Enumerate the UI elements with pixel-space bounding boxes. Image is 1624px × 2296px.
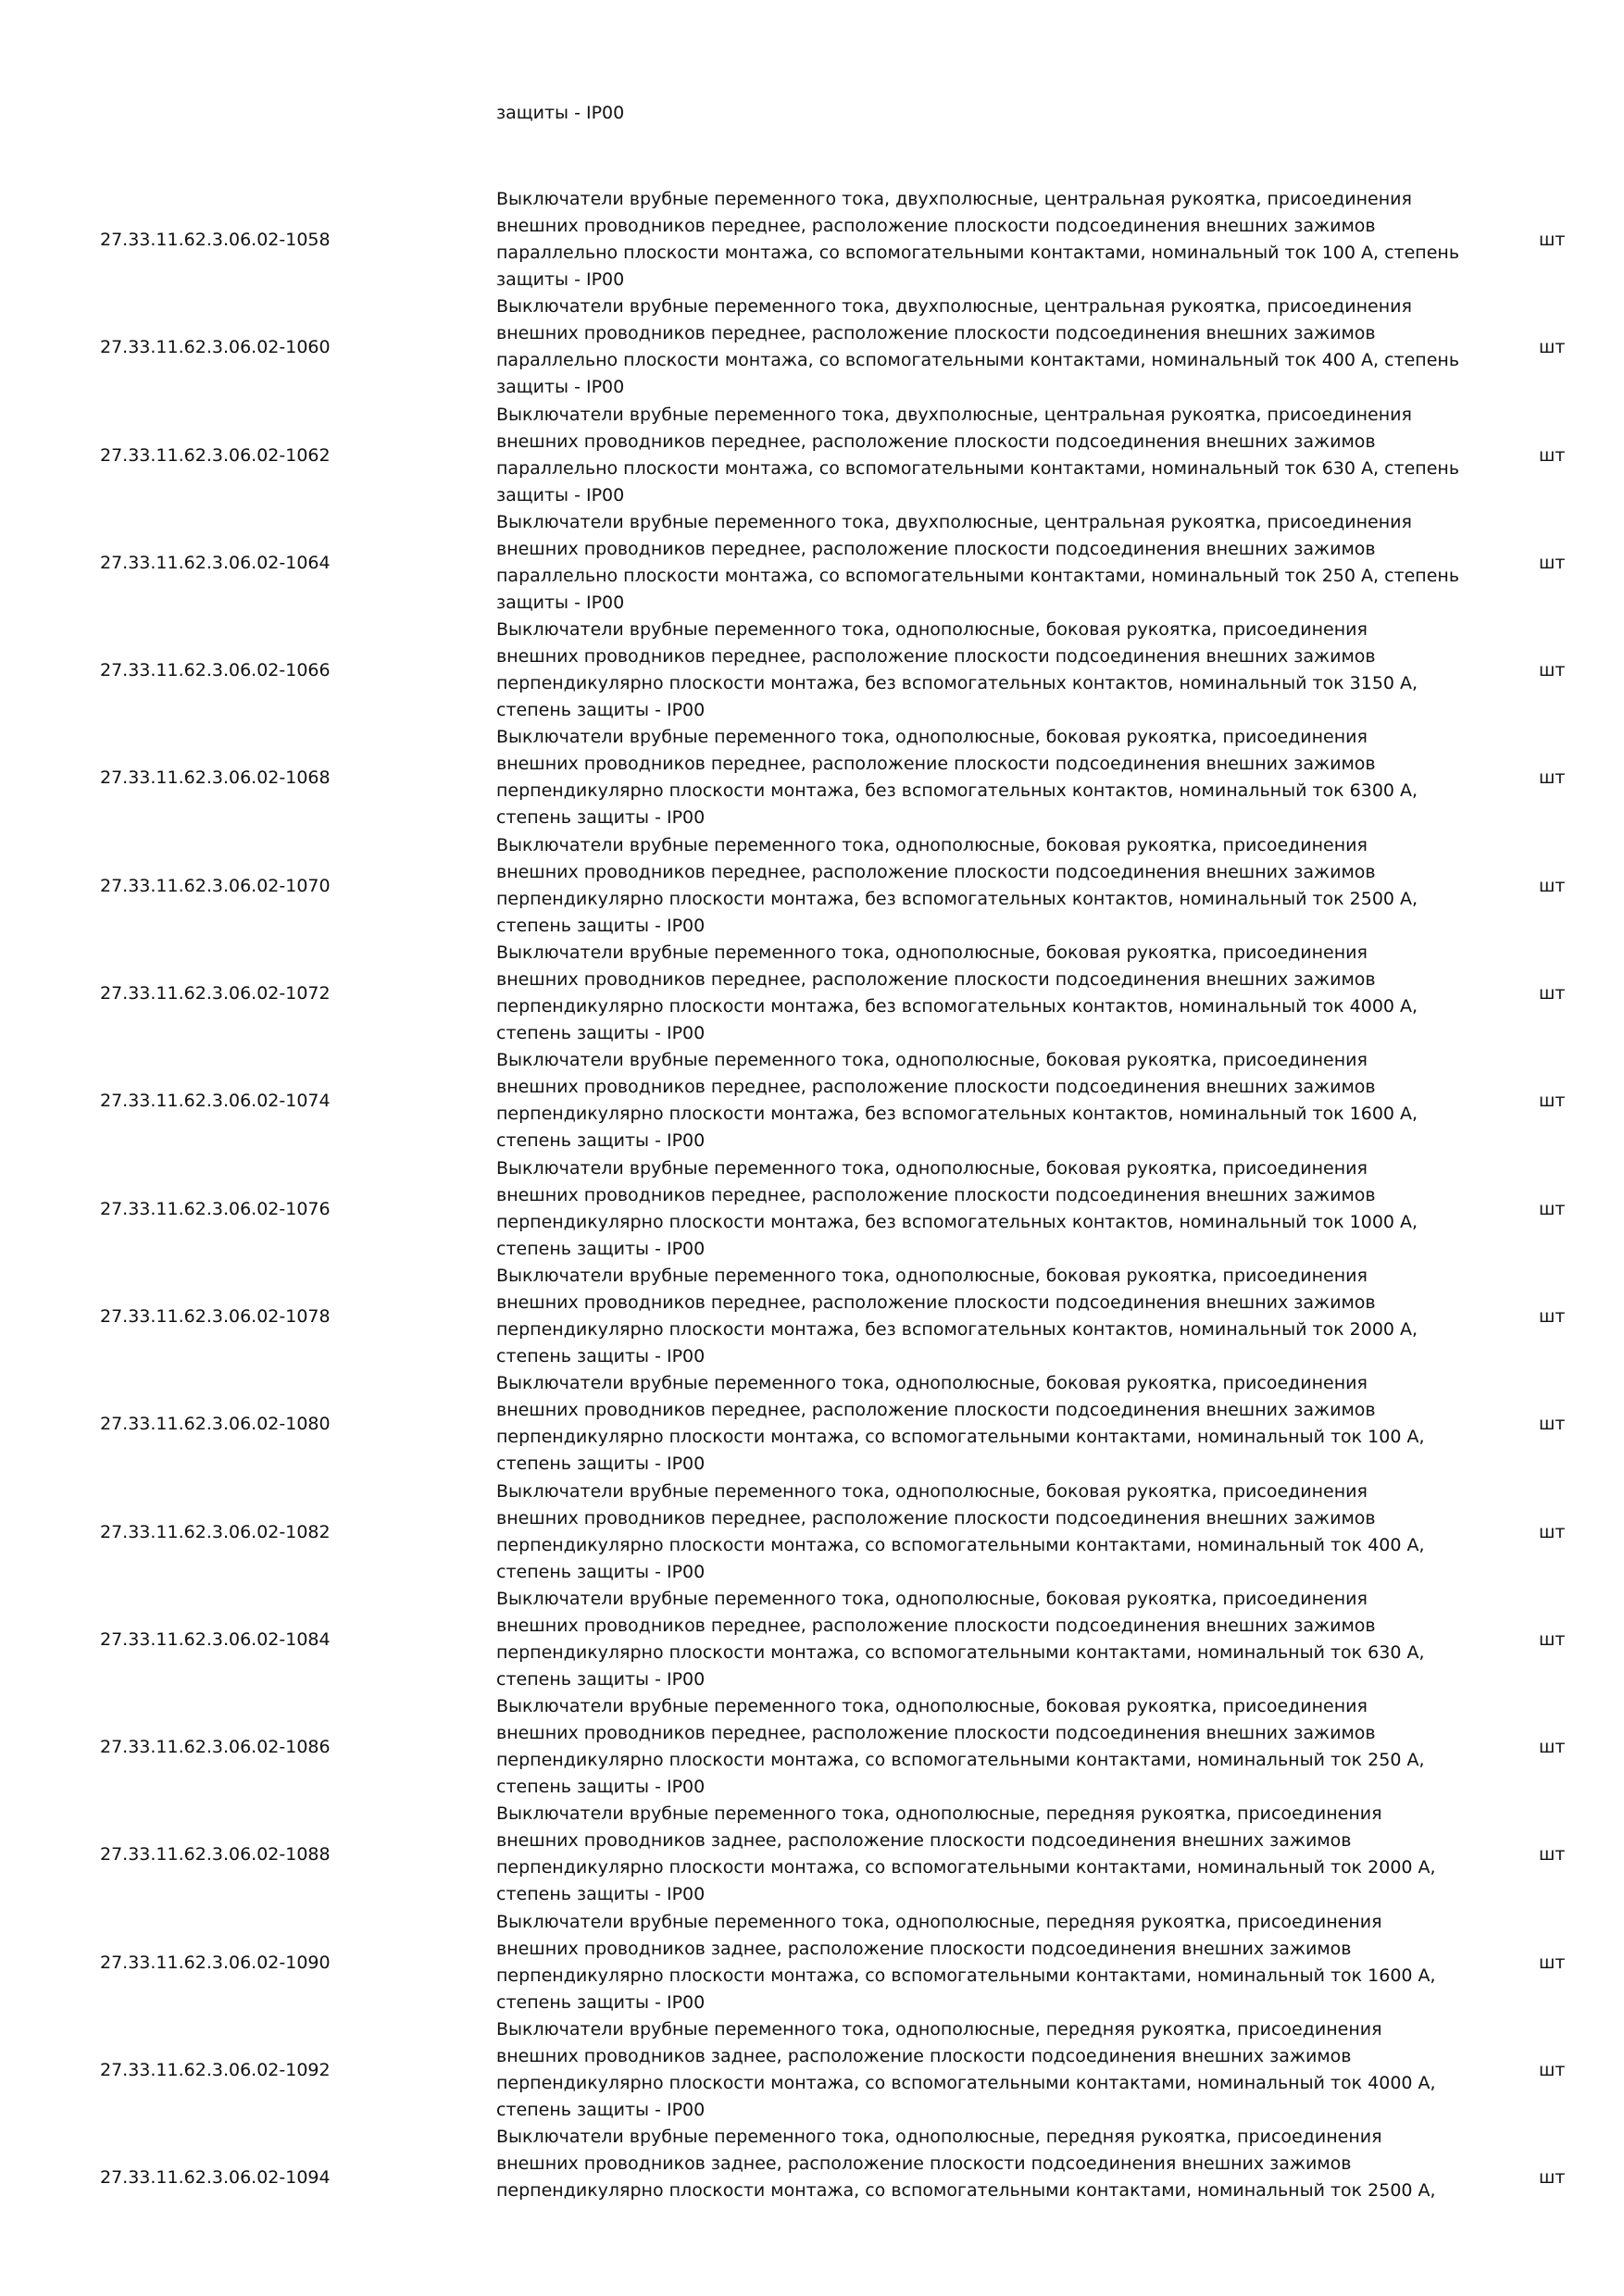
table-row [0, 1801, 1624, 1908]
item-unit: шт [1539, 1952, 1566, 1973]
item-unit: шт [1539, 230, 1566, 250]
item-code: 27.33.11.62.3.06.02-1068 [100, 767, 331, 789]
item-unit: шт [1539, 1737, 1566, 1758]
table-row [0, 2124, 1624, 2231]
item-code: 27.33.11.62.3.06.02-1060 [100, 337, 331, 358]
item-unit: шт [1539, 444, 1566, 466]
item-unit: шт [1539, 660, 1566, 681]
item-code: 27.33.11.62.3.06.02-1070 [100, 875, 331, 896]
item-unit: шт [1539, 767, 1566, 789]
item-code: 27.33.11.62.3.06.02-1072 [100, 983, 331, 1004]
catalog-table [0, 186, 1624, 2232]
item-description: Выключатели врубные переменного тока, однополюсные, боковая рукоятка, присоединения внешних проводников переднее, расположение плоскости подсоединения внешних зажимов перпендикулярно плоскости монтажа, со вспомогательными контактами, номинальный ток 100 А, степень защиты - IP00 [496, 1373, 1425, 1475]
item-unit: шт [1539, 337, 1566, 358]
item-code: 27.33.11.62.3.06.02-1088 [100, 1844, 331, 1866]
item-code: 27.33.11.62.3.06.02-1058 [100, 230, 331, 250]
table-row [0, 1155, 1624, 1263]
table-row [0, 724, 1624, 831]
item-code: 27.33.11.62.3.06.02-1090 [100, 1952, 331, 1973]
item-code: 27.33.11.62.3.06.02-1064 [100, 552, 331, 573]
item-unit: шт [1539, 1305, 1566, 1327]
table-row [0, 1047, 1624, 1154]
item-unit: шт [1539, 1091, 1566, 1112]
item-description: Выключатели врубные переменного тока, однополюсные, передняя рукоятка, присоединения внешних проводников заднее, расположение плоскости подсоединения внешних зажимов перпендикулярно плоскости монтажа, со вспомогательными контактами, номинальный ток 2500 А, [496, 2127, 1436, 2202]
table-row [0, 1263, 1624, 1370]
table-row [0, 832, 1624, 940]
continuation-text: защиты - IP00 [496, 103, 625, 123]
table-row [0, 617, 1624, 724]
item-unit: шт [1539, 1628, 1566, 1650]
item-description: Выключатели врубные переменного тока, однополюсные, боковая рукоятка, присоединения внешних проводников переднее, расположение плоскости подсоединения внешних зажимов перпендикулярно плоскости монтажа, без вспомогательных контактов, номинальный ток 2500 А, степень защиты - IP00 [496, 834, 1418, 936]
item-description: Выключатели врубные переменного тока, однополюсные, боковая рукоятка, присоединения внешних проводников переднее, расположение плоскости подсоединения внешних зажимов перпендикулярно плоскости монтажа, со вспомогательными контактами, номинальный ток 400 А, степень защиты - IP00 [496, 1480, 1425, 1582]
item-code: 27.33.11.62.3.06.02-1092 [100, 2060, 331, 2081]
item-description: Выключатели врубные переменного тока, однополюсные, передняя рукоятка, присоединения внешних проводников заднее, расположение плоскости подсоединения внешних зажимов перпендикулярно плоскости монтажа, со вспомогательными контактами, номинальный ток 1600 А, степень защиты - IP00 [496, 1911, 1436, 2013]
item-unit: шт [1539, 1414, 1566, 1435]
item-description: Выключатели врубные переменного тока, однополюсные, передняя рукоятка, присоединения внешних проводников заднее, расположение плоскости подсоединения внешних зажимов перпендикулярно плоскости монтажа, со вспомогательными контактами, номинальный ток 2000 А, степень защиты - IP00 [496, 1803, 1436, 1905]
item-unit: шт [1539, 1198, 1566, 1219]
item-unit: шт [1539, 983, 1566, 1004]
item-description: Выключатели врубные переменного тока, двухполюсные, центральная рукоятка, присоединения внешних проводников переднее, расположение плоскости подсоединения внешних зажимов параллельно плоскости монтажа, со вспомогательными контактами, номинальный ток 100 А, степень защиты - IP00 [496, 189, 1460, 290]
item-description: Выключатели врубные переменного тока, однополюсные, боковая рукоятка, присоединения внешних проводников переднее, расположение плоскости подсоединения внешних зажимов перпендикулярно плоскости монтажа, без вспомогательных контактов, номинальный ток 1000 А, степень защиты - IP00 [496, 1157, 1418, 1259]
table-row [0, 2016, 1624, 2124]
table-row [0, 1479, 1624, 1586]
item-code: 27.33.11.62.3.06.02-1078 [100, 1305, 331, 1327]
item-code: 27.33.11.62.3.06.02-1076 [100, 1198, 331, 1219]
table-row [0, 1586, 1624, 1693]
item-description: Выключатели врубные переменного тока, однополюсные, боковая рукоятка, присоединения внешних проводников переднее, расположение плоскости подсоединения внешних зажимов перпендикулярно плоскости монтажа, без вспомогательных контактов, номинальный ток 3150 А, степень защиты - IP00 [496, 619, 1418, 721]
item-description: Выключатели врубные переменного тока, однополюсные, боковая рукоятка, присоединения внешних проводников переднее, расположение плоскости подсоединения внешних зажимов перпендикулярно плоскости монтажа, без вспомогательных контактов, номинальный ток 2000 А, степень защиты - IP00 [496, 1265, 1418, 1366]
item-code: 27.33.11.62.3.06.02-1074 [100, 1091, 331, 1112]
item-description: Выключатели врубные переменного тока, двухполюсные, центральная рукоятка, присоединения внешних проводников переднее, расположение плоскости подсоединения внешних зажимов параллельно плоскости монтажа, со вспомогательными контактами, номинальный ток 630 А, степень защиты - IP00 [496, 404, 1460, 505]
item-code: 27.33.11.62.3.06.02-1080 [100, 1414, 331, 1435]
item-description: Выключатели врубные переменного тока, двухполюсные, центральная рукоятка, присоединения внешних проводников переднее, расположение плоскости подсоединения внешних зажимов параллельно плоскости монтажа, со вспомогательными контактами, номинальный ток 250 А, степень защиты - IP00 [496, 511, 1460, 613]
item-description: Выключатели врубные переменного тока, однополюсные, боковая рукоятка, присоединения внешних проводников переднее, расположение плоскости подсоединения внешних зажимов перпендикулярно плоскости монтажа, без вспомогательных контактов, номинальный ток 6300 А, степень защиты - IP00 [496, 727, 1418, 829]
item-unit: шт [1539, 2167, 1566, 2189]
item-code: 27.33.11.62.3.06.02-1066 [100, 660, 331, 681]
table-row [0, 940, 1624, 1047]
table-row [0, 509, 1624, 617]
table-row [0, 1909, 1624, 2016]
table-row [0, 293, 1624, 401]
item-unit: шт [1539, 552, 1566, 573]
item-code: 27.33.11.62.3.06.02-1062 [100, 444, 331, 466]
table-row [0, 1370, 1624, 1478]
item-code: 27.33.11.62.3.06.02-1094 [100, 2167, 331, 2189]
item-description: Выключатели врубные переменного тока, однополюсные, боковая рукоятка, присоединения внешних проводников переднее, расположение плоскости подсоединения внешних зажимов перпендикулярно плоскости монтажа, без вспомогательных контактов, номинальный ток 4000 А, степень защиты - IP00 [496, 942, 1418, 1044]
item-unit: шт [1539, 875, 1566, 896]
table-row [0, 402, 1624, 509]
table-row [0, 186, 1624, 293]
item-description: Выключатели врубные переменного тока, однополюсные, боковая рукоятка, присоединения внешних проводников переднее, расположение плоскости подсоединения внешних зажимов перпендикулярно плоскости монтажа, без вспомогательных контактов, номинальный ток 1600 А, степень защиты - IP00 [496, 1050, 1418, 1152]
item-description: Выключатели врубные переменного тока, однополюсные, передняя рукоятка, присоединения внешних проводников заднее, расположение плоскости подсоединения внешних зажимов перпендикулярно плоскости монтажа, со вспомогательными контактами, номинальный ток 4000 А, степень защиты - IP00 [496, 2019, 1436, 2121]
item-code: 27.33.11.62.3.06.02-1082 [100, 1521, 331, 1542]
table-row [0, 1693, 1624, 1801]
item-description: Выключатели врубные переменного тока, однополюсные, боковая рукоятка, присоединения внешних проводников переднее, расположение плоскости подсоединения внешних зажимов перпендикулярно плоскости монтажа, со вспомогательными контактами, номинальный ток 250 А, степень защиты - IP00 [496, 1696, 1425, 1798]
item-unit: шт [1539, 1844, 1566, 1866]
item-description: Выключатели врубные переменного тока, двухполюсные, центральная рукоятка, присоединения внешних проводников переднее, расположение плоскости подсоединения внешних зажимов параллельно плоскости монтажа, со вспомогательными контактами, номинальный ток 400 А, степень защиты - IP00 [496, 296, 1460, 398]
item-unit: шт [1539, 2060, 1566, 2081]
item-unit: шт [1539, 1521, 1566, 1542]
item-code: 27.33.11.62.3.06.02-1086 [100, 1737, 331, 1758]
item-description: Выключатели врубные переменного тока, однополюсные, боковая рукоятка, присоединения внешних проводников переднее, расположение плоскости подсоединения внешних зажимов перпендикулярно плоскости монтажа, со вспомогательными контактами, номинальный ток 630 А, степень защиты - IP00 [496, 1588, 1425, 1690]
item-code: 27.33.11.62.3.06.02-1084 [100, 1628, 331, 1650]
